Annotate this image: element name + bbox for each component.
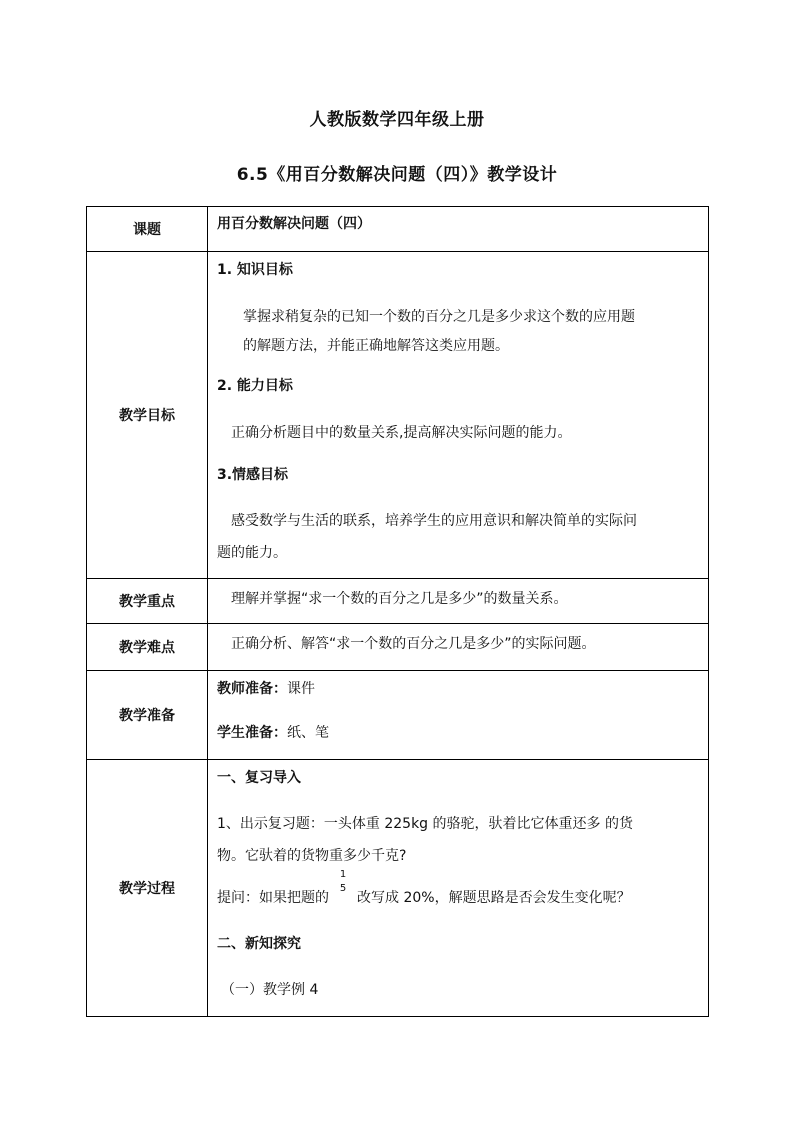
preparation-label: 教学准备 [87, 671, 208, 760]
section-review-heading: 一、复习导入 [217, 770, 301, 786]
knowledge-heading: 1. 知识目标 [217, 262, 293, 278]
topic-value: 用百分数解决问题（四） [217, 216, 371, 232]
question-prefix: 提问：如果把题的 [217, 890, 329, 906]
question-line [217, 869, 700, 908]
fraction-numerator: 1 [339, 869, 347, 880]
fraction-denominator: 5 [339, 883, 347, 894]
review-item-line-1: 1、出示复习题：一头体重 225kg 的骆驼，驮着比它体重还多 的货 [217, 816, 633, 832]
knowledge-line-1: 掌握求稍复杂的已知一个数的百分之几是多少求这个数的应用题 [243, 309, 635, 325]
topic-cell [208, 207, 709, 252]
key-point-label: 教学重点 [87, 579, 208, 624]
difficulty-row [87, 624, 709, 671]
document-subtitle: 6.5《用百分数解决问题（四）》教学设计 [236, 165, 558, 185]
difficulty-cell [208, 624, 709, 671]
knowledge-line-2: 的解题方法，并能正确地解答这类应用题。 [243, 338, 509, 354]
objectives-label: 教学目标 [87, 252, 208, 579]
objectives-cell [208, 252, 709, 579]
difficulty-label: 教学难点 [87, 624, 208, 671]
example-4-heading: （一）教学例 4 [221, 982, 319, 998]
question-suffix: 改写成 20%，解题思路是否会发生变化呢？ [357, 890, 631, 906]
teacher-prep [217, 679, 700, 699]
emotion-line-1: 感受数学与生活的联系，培养学生的应用意识和解决简单的实际问 [231, 513, 637, 529]
key-point-row [87, 579, 709, 624]
preparation-cell [208, 671, 709, 760]
topic-row [87, 207, 709, 252]
fraction [329, 869, 357, 908]
objectives-row [87, 252, 709, 579]
document-title: 人教版数学四年级上册 [309, 110, 485, 130]
teacher-prep-label: 教师准备： [217, 681, 287, 697]
emotion-heading: 3.情感目标 [217, 467, 289, 483]
ability-text: 正确分析题目中的数量关系,提高解决实际问题的能力。 [231, 425, 572, 441]
ability-heading: 2. 能力目标 [217, 378, 293, 394]
preparation-row [87, 671, 709, 760]
emotion-line-2: 题的能力。 [217, 545, 287, 561]
student-prep-label: 学生准备： [217, 725, 287, 741]
student-prep [217, 723, 700, 743]
process-label: 教学过程 [87, 760, 208, 1017]
key-point-cell [208, 579, 709, 624]
topic-label: 课题 [87, 207, 208, 252]
review-item-line-2: 物。它驮着的货物重多少千克? [217, 848, 407, 864]
teacher-prep-value: 课件 [287, 681, 315, 697]
section-explore-heading: 二、新知探究 [217, 936, 301, 952]
student-prep-value: 纸、笔 [287, 725, 329, 741]
key-point-value: 理解并掌握“求一个数的百分之几是多少”的数量关系。 [231, 591, 568, 607]
difficulty-value: 正确分析、解答“求一个数的百分之几是多少”的实际问题。 [231, 636, 596, 652]
process-cell [208, 760, 709, 1017]
process-row [87, 760, 709, 1017]
lesson-plan-table [86, 206, 709, 1017]
